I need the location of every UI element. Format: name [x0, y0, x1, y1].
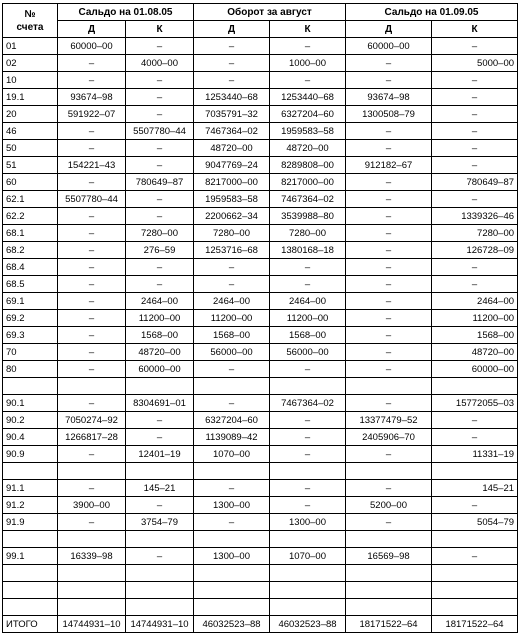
closing-debit-cell: –: [346, 225, 432, 242]
opening-credit-cell: –: [126, 38, 194, 55]
account-number-cell: 90.2: [3, 412, 58, 429]
closing-credit-cell: 11331–19: [432, 446, 518, 463]
account-number-cell: 20: [3, 106, 58, 123]
opening-debit-cell: –: [58, 446, 126, 463]
opening-debit-cell: –: [58, 208, 126, 225]
closing-credit-cell: [432, 463, 518, 480]
account-number-cell: 69.2: [3, 310, 58, 327]
opening-credit-cell: 2464–00: [126, 293, 194, 310]
opening-debit-cell: –: [58, 395, 126, 412]
closing-debit-cell: –: [346, 191, 432, 208]
opening-credit-cell: 8304691–01: [126, 395, 194, 412]
turnover-debit-cell: 7035791–32: [194, 106, 270, 123]
closing-credit-cell: –: [432, 72, 518, 89]
turnover-debit-cell: 6327204–60: [194, 412, 270, 429]
closing-debit-cell: –: [346, 174, 432, 191]
turnover-debit-cell: 1253440–68: [194, 89, 270, 106]
opening-credit-cell: [126, 378, 194, 395]
closing-credit-cell: 11200–00: [432, 310, 518, 327]
account-number-cell: 01: [3, 38, 58, 55]
opening-debit-cell: –: [58, 293, 126, 310]
opening-credit-cell: –: [126, 548, 194, 565]
table-row: [3, 55, 518, 72]
table-row: [3, 514, 518, 531]
account-number-cell: 68.1: [3, 225, 58, 242]
table-row: [3, 293, 518, 310]
table-row: [3, 497, 518, 514]
closing-credit-cell: –: [432, 429, 518, 446]
account-number-cell: [3, 463, 58, 480]
closing-debit-cell: –: [346, 123, 432, 140]
table-row: [3, 378, 518, 395]
total-label: ИТОГО: [3, 616, 58, 633]
turnover-credit-cell: –: [270, 480, 346, 497]
table-row: [3, 310, 518, 327]
table-row: [3, 276, 518, 293]
closing-credit-cell: 1339326–46: [432, 208, 518, 225]
closing-credit-cell: –: [432, 497, 518, 514]
account-number-cell: [3, 378, 58, 395]
account-number-cell: 60: [3, 174, 58, 191]
closing-credit-cell: 126728–09: [432, 242, 518, 259]
table-row: [3, 123, 518, 140]
closing-debit-header: Д: [346, 21, 432, 38]
table-row: [3, 531, 518, 548]
account-number-cell: [3, 531, 58, 548]
turnover-debit-cell: 1253716–68: [194, 242, 270, 259]
table-row: [3, 429, 518, 446]
account-number-cell: 91.9: [3, 514, 58, 531]
table-row: [3, 344, 518, 361]
turnover-header: Оборот за август: [194, 4, 346, 21]
closing-credit-cell: 780649–87: [432, 174, 518, 191]
table-row: [3, 72, 518, 89]
turnover-debit-cell: –: [194, 72, 270, 89]
closing-debit-cell: –: [346, 208, 432, 225]
table-row: [3, 242, 518, 259]
opening-debit-cell: 7050274–92: [58, 412, 126, 429]
closing-debit-cell: [346, 378, 432, 395]
opening-debit-cell: –: [58, 344, 126, 361]
opening-debit-cell: 5507780–44: [58, 191, 126, 208]
closing-debit-cell: –: [346, 293, 432, 310]
account-number-cell: 19.1: [3, 89, 58, 106]
opening-credit-cell: –: [126, 191, 194, 208]
total-opening-credit: 14744931–10: [126, 616, 194, 633]
table-row: [3, 89, 518, 106]
opening-credit-header: К: [126, 21, 194, 38]
closing-debit-cell: 16569–98: [346, 548, 432, 565]
closing-credit-cell: 2464–00: [432, 293, 518, 310]
turnover-credit-cell: [270, 599, 346, 616]
table-row: [3, 565, 518, 582]
opening-debit-cell: [58, 531, 126, 548]
closing-credit-cell: [432, 531, 518, 548]
account-number-cell: 90.1: [3, 395, 58, 412]
opening-debit-cell: 591922–07: [58, 106, 126, 123]
opening-credit-cell: 5507780–44: [126, 123, 194, 140]
table-row: [3, 208, 518, 225]
turnover-credit-cell: [270, 463, 346, 480]
turnover-debit-cell: –: [194, 395, 270, 412]
opening-debit-cell: 1266817–28: [58, 429, 126, 446]
closing-debit-cell: –: [346, 242, 432, 259]
account-number-cell: 80: [3, 361, 58, 378]
opening-credit-cell: –: [126, 497, 194, 514]
turnover-credit-cell: 8217000–00: [270, 174, 346, 191]
closing-credit-cell: [432, 378, 518, 395]
account-number-cell: [3, 565, 58, 582]
turnover-credit-cell: 11200–00: [270, 310, 346, 327]
turnover-debit-cell: –: [194, 276, 270, 293]
turnover-credit-cell: 1253440–68: [270, 89, 346, 106]
closing-credit-header: К: [432, 21, 518, 38]
turnover-debit-cell: –: [194, 361, 270, 378]
opening-debit-cell: –: [58, 72, 126, 89]
closing-debit-cell: 93674–98: [346, 89, 432, 106]
closing-credit-cell: –: [432, 259, 518, 276]
turnover-debit-cell: 1139089–42: [194, 429, 270, 446]
table-row: [3, 395, 518, 412]
turnover-credit-cell: 1959583–58: [270, 123, 346, 140]
closing-balance-header: Сальдо на 01.09.05: [346, 4, 518, 21]
opening-debit-cell: –: [58, 140, 126, 157]
closing-credit-cell: 15772055–03: [432, 395, 518, 412]
turnover-debit-cell: [194, 378, 270, 395]
closing-debit-cell: [346, 599, 432, 616]
turnover-debit-cell: 1300–00: [194, 497, 270, 514]
header-row-sub: [3, 21, 518, 38]
closing-credit-cell: –: [432, 276, 518, 293]
total-closing-credit: 18171522–64: [432, 616, 518, 633]
account-header-line1: №: [24, 8, 36, 20]
opening-credit-cell: –: [126, 429, 194, 446]
closing-credit-cell: –: [432, 412, 518, 429]
opening-credit-cell: 7280–00: [126, 225, 194, 242]
account-number-header: [3, 4, 58, 38]
turnover-credit-cell: 1568–00: [270, 327, 346, 344]
total-closing-debit: 18171522–64: [346, 616, 432, 633]
closing-credit-cell: 60000–00: [432, 361, 518, 378]
opening-debit-cell: –: [58, 361, 126, 378]
turnover-debit-cell: 1070–00: [194, 446, 270, 463]
closing-credit-cell: [432, 565, 518, 582]
opening-debit-cell: –: [58, 225, 126, 242]
opening-credit-cell: –: [126, 412, 194, 429]
account-number-cell: [3, 599, 58, 616]
opening-credit-cell: [126, 565, 194, 582]
opening-debit-cell: 154221–43: [58, 157, 126, 174]
table-row: [3, 106, 518, 123]
turnover-debit-cell: [194, 599, 270, 616]
turnover-credit-cell: –: [270, 72, 346, 89]
turnover-debit-cell: 9047769–24: [194, 157, 270, 174]
turnover-credit-cell: –: [270, 412, 346, 429]
closing-debit-cell: –: [346, 395, 432, 412]
turnover-credit-header: К: [270, 21, 346, 38]
opening-credit-cell: –: [126, 106, 194, 123]
turnover-credit-cell: 1380168–18: [270, 242, 346, 259]
turnover-debit-cell: 1568–00: [194, 327, 270, 344]
turnover-credit-cell: –: [270, 276, 346, 293]
opening-credit-cell: 11200–00: [126, 310, 194, 327]
total-turnover-debit: 46032523–88: [194, 616, 270, 633]
turnover-debit-cell: –: [194, 55, 270, 72]
turnover-debit-cell: –: [194, 38, 270, 55]
closing-debit-cell: –: [346, 514, 432, 531]
opening-credit-cell: –: [126, 208, 194, 225]
closing-debit-cell: –: [346, 480, 432, 497]
opening-debit-cell: 3900–00: [58, 497, 126, 514]
closing-credit-cell: [432, 599, 518, 616]
opening-debit-header: Д: [58, 21, 126, 38]
account-number-cell: 51: [3, 157, 58, 174]
turnover-debit-cell: 56000–00: [194, 344, 270, 361]
turnover-debit-cell: 1300–00: [194, 548, 270, 565]
total-row: [3, 616, 518, 633]
opening-credit-cell: 276–59: [126, 242, 194, 259]
turnover-credit-cell: –: [270, 361, 346, 378]
turnover-credit-cell: –: [270, 497, 346, 514]
account-number-cell: 68.4: [3, 259, 58, 276]
turnover-debit-header: Д: [194, 21, 270, 38]
turnover-credit-cell: 48720–00: [270, 140, 346, 157]
account-number-cell: 10: [3, 72, 58, 89]
turnover-credit-cell: [270, 565, 346, 582]
turnover-credit-cell: 7467364–02: [270, 191, 346, 208]
account-number-cell: 91.1: [3, 480, 58, 497]
opening-credit-cell: [126, 599, 194, 616]
closing-debit-cell: –: [346, 344, 432, 361]
account-number-cell: 90.9: [3, 446, 58, 463]
account-number-cell: 69.1: [3, 293, 58, 310]
table-row: [3, 38, 518, 55]
closing-debit-cell: –: [346, 140, 432, 157]
closing-credit-cell: 5054–79: [432, 514, 518, 531]
closing-credit-cell: 48720–00: [432, 344, 518, 361]
closing-credit-cell: 145–21: [432, 480, 518, 497]
turnover-debit-cell: [194, 531, 270, 548]
header-row-top: [3, 4, 518, 21]
closing-debit-cell: 1300508–79: [346, 106, 432, 123]
opening-credit-cell: [126, 531, 194, 548]
opening-credit-cell: –: [126, 276, 194, 293]
table-row: [3, 361, 518, 378]
opening-debit-cell: –: [58, 276, 126, 293]
table-body: [3, 38, 518, 616]
closing-debit-cell: –: [346, 327, 432, 344]
closing-debit-cell: [346, 531, 432, 548]
opening-debit-cell: [58, 378, 126, 395]
opening-debit-cell: 16339–98: [58, 548, 126, 565]
opening-debit-cell: [58, 565, 126, 582]
balance-sheet-table: [2, 3, 518, 633]
closing-debit-cell: –: [346, 55, 432, 72]
turnover-debit-cell: 1959583–58: [194, 191, 270, 208]
opening-debit-cell: –: [58, 242, 126, 259]
turnover-credit-cell: –: [270, 446, 346, 463]
turnover-debit-cell: 7467364–02: [194, 123, 270, 140]
opening-debit-cell: –: [58, 123, 126, 140]
opening-debit-cell: –: [58, 259, 126, 276]
turnover-debit-cell: 2200662–34: [194, 208, 270, 225]
opening-balance-header: Сальдо на 01.08.05: [58, 4, 194, 21]
opening-credit-cell: 3754–79: [126, 514, 194, 531]
opening-debit-cell: –: [58, 480, 126, 497]
turnover-credit-cell: 7280–00: [270, 225, 346, 242]
opening-credit-cell: 780649–87: [126, 174, 194, 191]
table-row: [3, 412, 518, 429]
turnover-debit-cell: [194, 565, 270, 582]
turnover-credit-cell: 7467364–02: [270, 395, 346, 412]
turnover-credit-cell: 56000–00: [270, 344, 346, 361]
turnover-credit-cell: [270, 531, 346, 548]
turnover-credit-cell: –: [270, 259, 346, 276]
table-row: [3, 548, 518, 565]
closing-debit-cell: 2405906–70: [346, 429, 432, 446]
closing-debit-cell: 912182–67: [346, 157, 432, 174]
opening-credit-cell: –: [126, 259, 194, 276]
opening-credit-cell: –: [126, 72, 194, 89]
turnover-debit-cell: –: [194, 514, 270, 531]
account-number-cell: 70: [3, 344, 58, 361]
account-number-cell: 62.2: [3, 208, 58, 225]
account-number-cell: 50: [3, 140, 58, 157]
opening-debit-cell: –: [58, 514, 126, 531]
total-opening-debit: 14744931–10: [58, 616, 126, 633]
turnover-credit-cell: 8289808–00: [270, 157, 346, 174]
closing-credit-cell: 5000–00: [432, 55, 518, 72]
table-row: [3, 140, 518, 157]
closing-credit-cell: –: [432, 123, 518, 140]
closing-debit-cell: –: [346, 276, 432, 293]
table-row: [3, 463, 518, 480]
closing-credit-cell: –: [432, 157, 518, 174]
closing-debit-cell: 60000–00: [346, 38, 432, 55]
account-number-cell: 99.1: [3, 548, 58, 565]
opening-credit-cell: 60000–00: [126, 361, 194, 378]
closing-debit-cell: –: [346, 361, 432, 378]
turnover-debit-cell: 48720–00: [194, 140, 270, 157]
account-number-cell: 68.2: [3, 242, 58, 259]
opening-credit-cell: 4000–00: [126, 55, 194, 72]
closing-debit-cell: 13377479–52: [346, 412, 432, 429]
opening-debit-cell: 93674–98: [58, 89, 126, 106]
table-row: [3, 259, 518, 276]
table-row: [3, 157, 518, 174]
turnover-credit-cell: 1300–00: [270, 514, 346, 531]
opening-debit-cell: –: [58, 174, 126, 191]
closing-debit-cell: [346, 463, 432, 480]
turnover-credit-cell: 3539988–80: [270, 208, 346, 225]
opening-debit-cell: [58, 463, 126, 480]
turnover-credit-cell: –: [270, 38, 346, 55]
closing-debit-cell: –: [346, 259, 432, 276]
opening-debit-cell: 60000–00: [58, 38, 126, 55]
closing-debit-cell: –: [346, 446, 432, 463]
opening-credit-cell: 48720–00: [126, 344, 194, 361]
closing-credit-cell: –: [432, 140, 518, 157]
total-turnover-credit: 46032523–88: [270, 616, 346, 633]
table-row: [3, 191, 518, 208]
turnover-credit-cell: 1000–00: [270, 55, 346, 72]
opening-credit-cell: 145–21: [126, 480, 194, 497]
closing-credit-cell: –: [432, 548, 518, 565]
account-number-cell: 02: [3, 55, 58, 72]
turnover-credit-cell: 1070–00: [270, 548, 346, 565]
closing-credit-cell: 7280–00: [432, 225, 518, 242]
turnover-credit-cell: –: [270, 429, 346, 446]
account-number-cell: 69.3: [3, 327, 58, 344]
table-row: [3, 327, 518, 344]
turnover-debit-cell: –: [194, 259, 270, 276]
account-number-cell: 90.4: [3, 429, 58, 446]
opening-credit-cell: –: [126, 157, 194, 174]
closing-debit-cell: –: [346, 310, 432, 327]
turnover-credit-cell: 2464–00: [270, 293, 346, 310]
turnover-debit-cell: 2464–00: [194, 293, 270, 310]
turnover-debit-cell: [194, 463, 270, 480]
opening-debit-cell: –: [58, 310, 126, 327]
account-number-cell: 62.1: [3, 191, 58, 208]
closing-credit-cell: –: [432, 191, 518, 208]
opening-debit-cell: –: [58, 55, 126, 72]
opening-credit-cell: 12401–19: [126, 446, 194, 463]
opening-debit-cell: –: [58, 327, 126, 344]
account-number-cell: 91.2: [3, 497, 58, 514]
closing-debit-cell: 5200–00: [346, 497, 432, 514]
account-header-line2: счета: [16, 21, 44, 33]
closing-credit-cell: –: [432, 38, 518, 55]
table-row: [3, 225, 518, 242]
closing-debit-cell: [346, 565, 432, 582]
opening-credit-cell: 1568–00: [126, 327, 194, 344]
account-number-cell: 68.5: [3, 276, 58, 293]
turnover-debit-cell: 8217000–00: [194, 174, 270, 191]
closing-debit-cell: –: [346, 72, 432, 89]
turnover-credit-cell: 6327204–60: [270, 106, 346, 123]
opening-debit-cell: [58, 599, 126, 616]
closing-credit-cell: –: [432, 89, 518, 106]
turnover-credit-cell: [270, 378, 346, 395]
table-row: [3, 446, 518, 463]
table-row: [3, 480, 518, 497]
opening-credit-cell: [126, 463, 194, 480]
closing-credit-cell: –: [432, 106, 518, 123]
closing-credit-cell: 1568–00: [432, 327, 518, 344]
opening-credit-cell: –: [126, 89, 194, 106]
table-row: [3, 174, 518, 191]
account-number-cell: 46: [3, 123, 58, 140]
table-row: [3, 599, 518, 616]
opening-credit-cell: –: [126, 140, 194, 157]
turnover-debit-cell: –: [194, 480, 270, 497]
turnover-debit-cell: 7280–00: [194, 225, 270, 242]
turnover-debit-cell: 11200–00: [194, 310, 270, 327]
